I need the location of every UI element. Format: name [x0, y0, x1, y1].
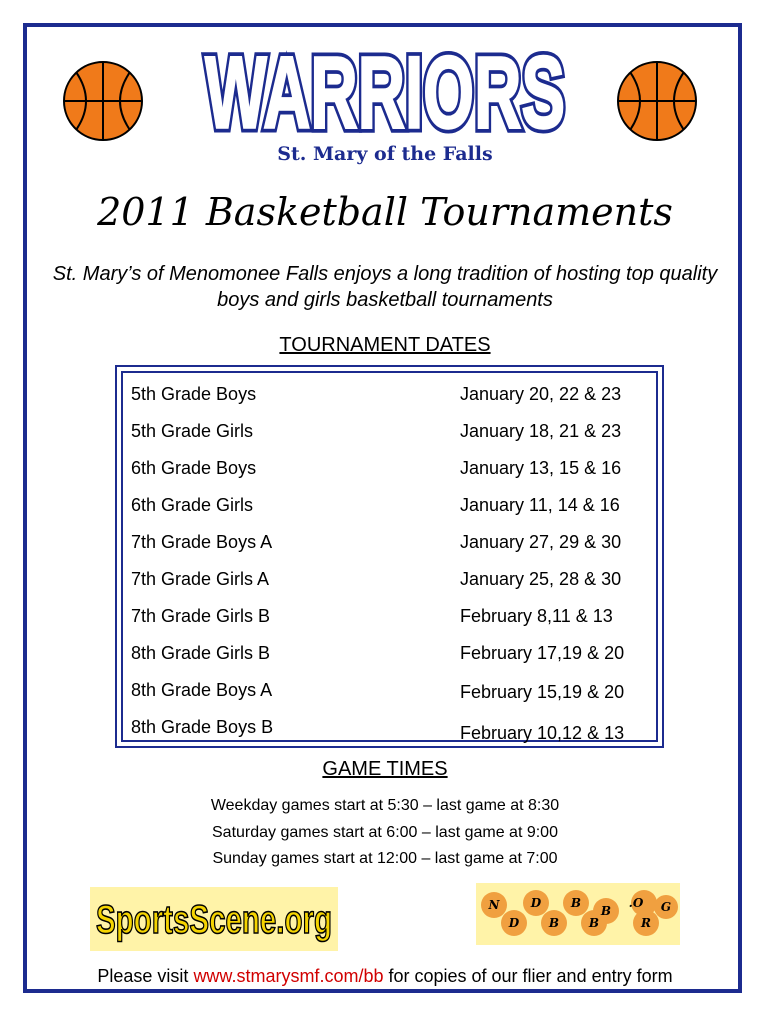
ndbbb-letter: N — [488, 898, 500, 912]
tournament-date: February 8,11 & 13 — [460, 606, 613, 626]
basketball-icon — [62, 60, 144, 142]
tournament-date: February 15,19 & 20 — [460, 682, 625, 702]
tournament-label: 5th Grade Boys — [131, 384, 257, 404]
tournament-date: January 13, 15 & 16 — [460, 458, 622, 478]
table-row — [123, 568, 656, 605]
tournament-label: 7th Grade Girls B — [131, 606, 271, 626]
tournament-label: 8th Grade Girls B — [131, 643, 271, 663]
svg-text:WARRIORS: WARRIORS — [205, 34, 566, 150]
ndbbb-letter: D — [530, 896, 542, 910]
tournament-label: 7th Grade Girls A — [131, 569, 270, 589]
ndbbb-letter: B — [588, 916, 600, 930]
tournament-label: 5th Grade Girls — [131, 421, 254, 441]
footer-suffix: for copies of our flier and entry form — [383, 966, 673, 986]
footer-prefix: Please visit — [97, 966, 194, 986]
game-times-list — [0, 793, 770, 873]
tournament-date: January 11, 14 & 16 — [460, 495, 620, 515]
ndbbb-letter: D — [508, 916, 520, 930]
table-row — [123, 383, 656, 420]
sportsscene-logo[interactable] — [90, 887, 338, 951]
ndbbb-letter: .O — [628, 896, 644, 910]
website-link[interactable]: www.stmarysmf.com/bb — [193, 966, 384, 986]
ndbbb-letter: B — [600, 904, 612, 918]
sportsscene-wordmark: SportsScene.org — [96, 898, 332, 942]
table-row — [123, 605, 656, 642]
table-row — [123, 679, 656, 716]
ndbbb-letter: B — [570, 896, 582, 910]
game-times-heading: GAME TIMES — [322, 758, 448, 780]
tournament-label: 8th Grade Boys A — [131, 680, 273, 700]
table-row — [123, 494, 656, 531]
tournament-date: February 10,12 & 13 — [460, 723, 625, 743]
table-row — [123, 420, 656, 457]
page-title: 2011 Basketball Tournaments — [97, 190, 673, 234]
game-time-line: Weekday games start at 5:30 – last game at 8:30 — [210, 797, 560, 814]
ndbbb-letter: R — [641, 916, 651, 930]
game-time-line: Sunday games start at 12:00 – last game at 7:00 — [212, 850, 558, 867]
tournament-date: February 17,19 & 20 — [460, 643, 625, 663]
ndbbb-letter: G — [660, 900, 672, 914]
logo-wordmark: WARRIORS — [205, 34, 566, 150]
tournament-label: 8th Grade Boys B — [131, 717, 274, 737]
tournament-label: 6th Grade Boys — [131, 458, 257, 478]
warriors-logo — [195, 30, 575, 170]
tournament-date: January 27, 29 & 30 — [460, 532, 622, 552]
table-row — [123, 531, 656, 568]
tournament-dates-table — [115, 365, 664, 748]
tournament-date: January 20, 22 & 23 — [460, 384, 622, 404]
table-row — [123, 457, 656, 494]
tournament-label: 6th Grade Girls — [131, 495, 254, 515]
table-row — [123, 716, 656, 753]
intro-text: St. Mary’s of Menomonee Falls enjoys a long tradition of hosting top quality boys and girls basketball tournaments — [52, 263, 718, 311]
tournament-dates-heading: TOURNAMENT DATES — [279, 334, 491, 356]
logo-subtitle: St. Mary of the Falls — [277, 143, 493, 165]
table-row — [123, 642, 656, 679]
footer-text — [0, 963, 770, 989]
ndbbb-logo[interactable] — [476, 883, 680, 945]
table-inner-border — [121, 371, 658, 742]
basketball-icon — [616, 60, 698, 142]
tournament-label: 7th Grade Boys A — [131, 532, 273, 552]
tournament-date: January 18, 21 & 23 — [460, 421, 622, 441]
game-time-line: Saturday games start at 6:00 – last game at 9:00 — [212, 823, 558, 841]
tournament-date: January 25, 28 & 30 — [460, 569, 622, 589]
ndbbb-letter: B — [548, 916, 560, 930]
